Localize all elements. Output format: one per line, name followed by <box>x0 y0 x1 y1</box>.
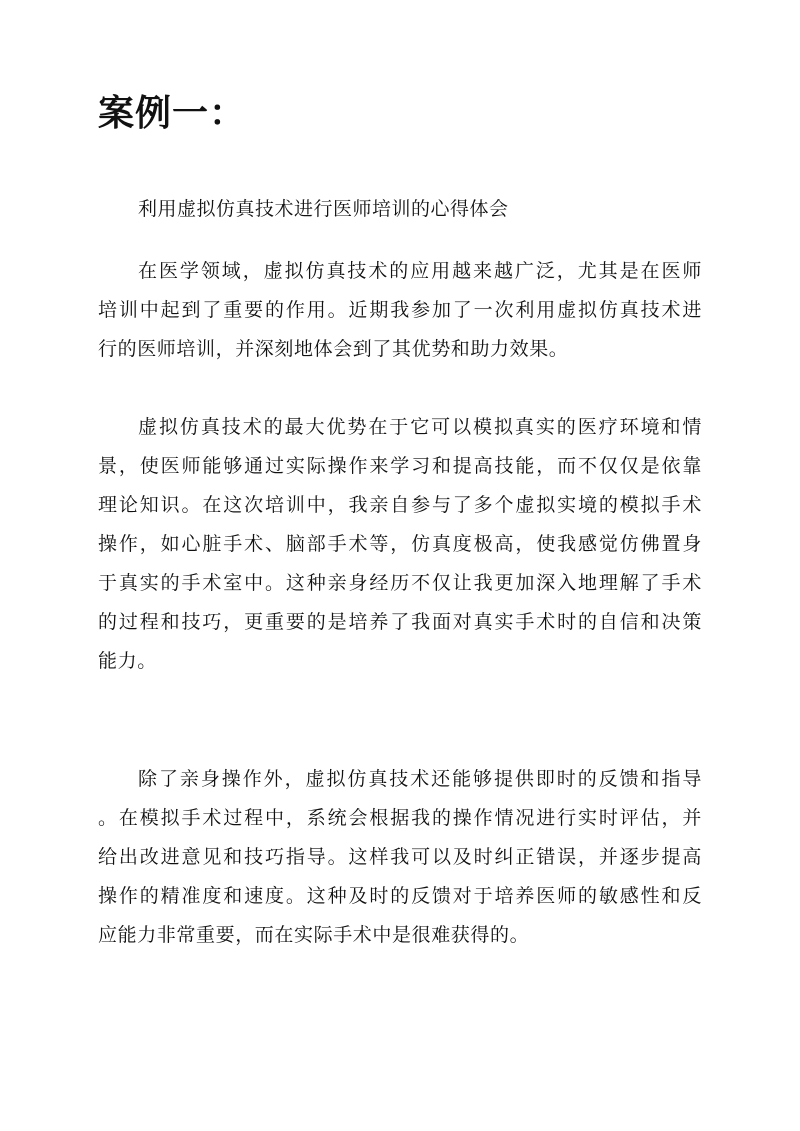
paragraph-line: 景，使医师能够通过实际操作来学习和提高技能，而不仅仅是依靠 <box>98 455 702 477</box>
paragraph-line: 行的医师培训，并深刻地体会到了其优势和助力效果。 <box>98 338 569 360</box>
paragraph-line: 。在模拟手术过程中，系统会根据我的操作情况进行实时评估，并 <box>98 807 702 829</box>
paragraph <box>98 760 702 955</box>
paragraph-line: 虚拟仿真技术的最大优势在于它可以模拟真实的医疗环境和情 <box>138 416 702 438</box>
paragraph <box>98 252 702 369</box>
paragraph-line: 培训中起到了重要的作用。近期我参加了一次利用虚拟仿真技术进 <box>98 299 702 321</box>
paragraph-line: 操作的精准度和速度。这种及时的反馈对于培养医师的敏感性和反 <box>98 885 702 907</box>
paragraph-line: 应能力非常重要，而在实际手术中是很难获得的。 <box>98 924 530 946</box>
paragraph-line: 于真实的手术室中。这种亲身经历不仅让我更加深入地理解了手术 <box>98 572 702 594</box>
paragraph-line: 除了亲身操作外，虚拟仿真技术还能够提供即时的反馈和指导 <box>138 768 702 790</box>
case-heading: 案例一： <box>98 92 247 134</box>
paragraph-line: 在医学领域，虚拟仿真技术的应用越来越广泛，尤其是在医师 <box>138 260 702 282</box>
paragraph-line: 的过程和技巧，更重要的是培养了我面对真实手术时的自信和决策 <box>98 611 702 633</box>
document-subtitle: 利用虚拟仿真技术进行医师培训的心得体会 <box>138 198 509 220</box>
paragraph-line: 给出改进意见和技巧指导。这样我可以及时纠正错误，并逐步提高 <box>98 846 702 868</box>
paragraph-line: 理论知识。在这次培训中，我亲自参与了多个虚拟实境的模拟手术 <box>98 494 702 516</box>
paragraph-line: 操作，如心脏手术、脑部手术等，仿真度极高，使我感觉仿佛置身 <box>98 533 702 555</box>
paragraph <box>98 408 702 681</box>
paragraph-line: 能力。 <box>98 650 157 672</box>
